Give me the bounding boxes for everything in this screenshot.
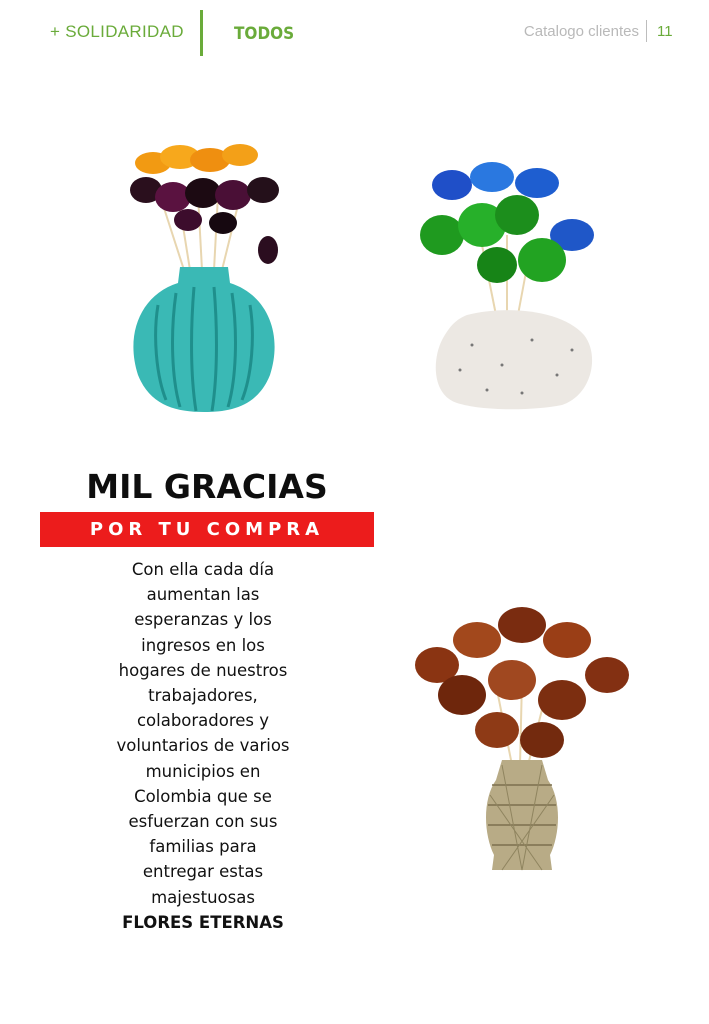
flower-heads	[415, 607, 629, 758]
thanks-highlight: FLORES ETERNAS	[122, 912, 284, 932]
catalog-label: Catalogo clientes	[523, 23, 639, 40]
flower-heads	[130, 144, 279, 264]
thanks-title: MIL GRACIAS	[86, 467, 328, 506]
flower-heads	[420, 162, 594, 283]
product-photo-turquoise-vase	[118, 135, 290, 415]
page-number-separator	[646, 20, 647, 42]
turquoise-vase	[133, 267, 274, 412]
product-photo-gold-vase	[402, 600, 642, 875]
brand-label: + SOLIDARIDAD	[50, 22, 184, 41]
thanks-body-text: Con ella cada día aumentan las esperanzas y los ingresos en los hogares de nuestros trabajadores, colaboradores y voluntarios de varios municipios en Colombia que se esfuerzan con sus familias para entregar estas majestuosas	[116, 560, 290, 907]
thanks-subtitle: POR TU COMPRA	[89, 519, 325, 540]
thanks-banner	[40, 512, 374, 547]
white-stone-vase	[436, 310, 592, 409]
gold-faceted-vase	[486, 760, 558, 870]
page-number: 11	[657, 23, 673, 40]
thanks-body	[112, 557, 294, 935]
product-photo-white-vase	[412, 155, 617, 410]
header-divider	[200, 10, 203, 56]
page-header	[0, 0, 709, 60]
tab-todos[interactable]: TODOS	[234, 24, 295, 44]
